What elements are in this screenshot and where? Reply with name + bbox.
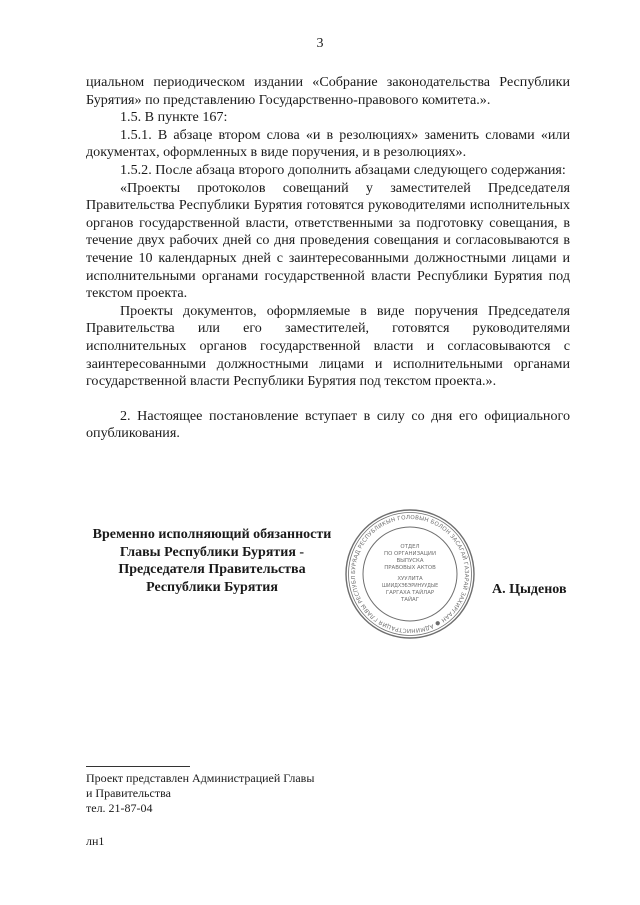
seal-inner-line: ПРАВОВЫХ АКТОВ xyxy=(384,565,436,571)
body-paragraph: 1.5.1. В абзаце втором слова «и в резолюциях» заменить словами «или документах, оформленных в виде поручения, и в резолюциях». xyxy=(86,126,570,161)
footnote-line: и Правительства xyxy=(86,786,171,800)
footnote xyxy=(86,771,386,816)
signatory-name: А. Цыденов xyxy=(492,582,567,597)
signatory-title-line: Временно исполняющий обязанности xyxy=(92,527,332,542)
official-seal xyxy=(344,508,476,640)
page-number: 3 xyxy=(316,36,324,51)
seal-inner-line: ПО ОРГАНИЗАЦИИ xyxy=(384,551,436,557)
seal-inner-line: ОТДЕЛ xyxy=(400,544,420,550)
document-code: лн1 xyxy=(86,834,105,848)
seal-inner-line: ХУУЛИТА xyxy=(397,576,423,582)
body-paragraph: циальном периодическом издании «Собрание законодательства Республики Бурятия» по представлению Государственно-правового комитета.». xyxy=(86,74,570,108)
body-paragraph: 2. Настоящее постановление вступает в силу со дня его официального опубликования. xyxy=(86,407,570,442)
footnote-line: тел. 21-87-04 xyxy=(86,801,153,815)
signatory-title-line: Председателя Правительства xyxy=(118,562,306,577)
body-paragraph: Проекты документов, оформляемые в виде поручения Председателя Правительства или его заместителей, готовятся руководителями исполнительных органов государственной власти и согласовываются с заинтересованными должностными лицами и исполнительными органами государственной власти Республики Бурятия под текстом проекта.». xyxy=(86,302,570,390)
body-paragraph: «Проекты протоколов совещаний у заместителей Председателя Правительства Республики Бурятия готовятся руководителями исполнительных органов государственной власти, ответственными за подготовку совещания, в течение двух рабочих дней со дня проведения совещания и согласовываются в течение 10 календарных дней с заинтересованными должностными лицами и исполнительными органами государственной власти Республики Бурятия под текстом проекта. xyxy=(86,179,570,302)
signatory-title-line: Главы Республики Бурятия - xyxy=(119,544,305,560)
signatory-title-line: Республики Бурятия xyxy=(146,579,278,595)
body-paragraph: 1.5. В пункте 167: xyxy=(120,109,228,126)
signatory-title xyxy=(80,526,344,596)
footnote-line: Проект представлен Администрацией Главы xyxy=(86,771,315,785)
seal-inner-line: ШИИДХЭБЭРИНУУДЫЕ xyxy=(381,584,439,589)
seal-inner-line: ВЫПУСКА xyxy=(396,558,424,564)
body-paragraph: 1.5.2. После абзаца второго дополнить абзацами следующего содержания: xyxy=(120,161,566,178)
seal-outer-text: БУРЯАД РЕСПУБЛИКЫН ГОЛОВЫН БОЛОН ЗАСАГАЙ ГАЗАРАЙ ЗАХИРГААН ● АДМИНИСТРАЦИЯ ГЛАВЫ РЕСПУБЛ xyxy=(350,514,470,634)
seal-inner-line: ГАРГАХА ТАЙЛАР xyxy=(385,590,435,596)
seal-inner-line: ТАЙАГ xyxy=(401,597,419,603)
footnote-divider xyxy=(86,766,190,767)
document-body xyxy=(86,74,570,443)
seal-graphic xyxy=(344,508,476,640)
